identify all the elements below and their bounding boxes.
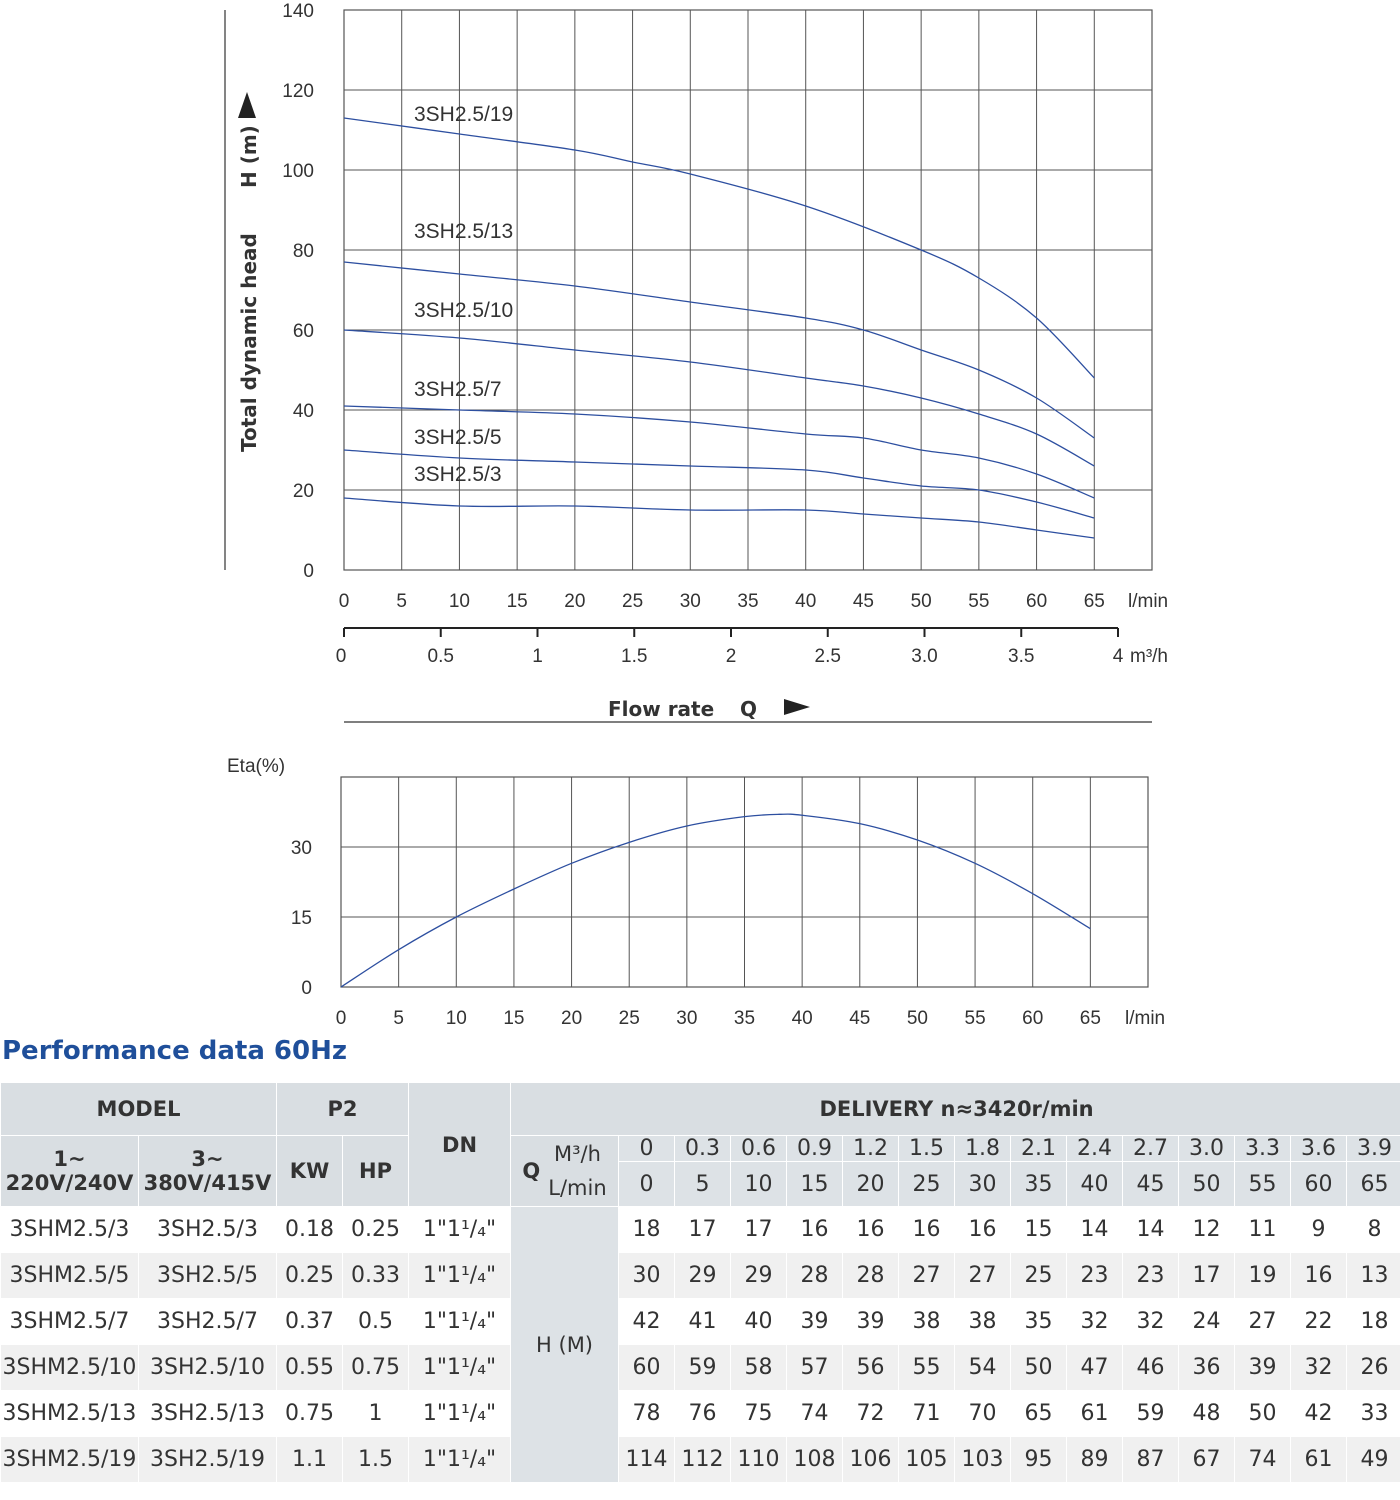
eta-curve	[341, 814, 1090, 987]
head-value: 18	[1347, 1299, 1400, 1345]
eta-x-tick-label: 60	[1022, 1008, 1044, 1029]
head-value: 72	[843, 1391, 899, 1437]
head-y-tick-label: 40	[292, 401, 314, 422]
head-value: 16	[955, 1207, 1011, 1253]
kw-cell: 1.1	[277, 1437, 343, 1483]
m3h-tick-label: 2	[725, 646, 737, 667]
head-value: 14	[1067, 1207, 1123, 1253]
head-value: 112	[675, 1437, 731, 1483]
head-value: 29	[731, 1253, 787, 1299]
m3h-value: 0.9	[787, 1136, 843, 1162]
head-x-tick-label: 5	[396, 591, 408, 612]
model-3phase-cell: 3SH2.5/19	[139, 1437, 277, 1483]
head-value: 11	[1235, 1207, 1291, 1253]
head-curve-3SH2-5-19	[344, 118, 1094, 378]
head-x-tick-label: 30	[679, 591, 701, 612]
head-value: 75	[731, 1391, 787, 1437]
head-value: 89	[1067, 1437, 1123, 1483]
head-value: 17	[1179, 1253, 1235, 1299]
head-x-tick-label: 35	[737, 591, 759, 612]
head-value: 36	[1179, 1345, 1235, 1391]
head-value: 27	[899, 1253, 955, 1299]
m3h-value: 3.9	[1347, 1136, 1400, 1162]
head-x-tick-label: 45	[852, 591, 874, 612]
head-x-tick-label: 0	[338, 591, 350, 612]
head-value: 61	[1067, 1391, 1123, 1437]
head-value: 8	[1347, 1207, 1400, 1253]
dn-cell: 1"1¹/₄"	[409, 1253, 511, 1299]
head-value: 41	[675, 1299, 731, 1345]
head-value: 58	[731, 1345, 787, 1391]
head-value: 67	[1179, 1437, 1235, 1483]
head-value: 17	[731, 1207, 787, 1253]
head-value: 57	[787, 1345, 843, 1391]
hp-cell: 0.75	[343, 1345, 409, 1391]
m3h-label: M³/h	[554, 1142, 601, 1166]
head-arrow-icon	[238, 92, 256, 118]
m3h-value: 1.2	[843, 1136, 899, 1162]
eta-x-tick-label: 25	[618, 1008, 640, 1029]
head-value: 55	[899, 1345, 955, 1391]
model-3phase-cell: 3SH2.5/13	[139, 1391, 277, 1437]
hp-cell: 1	[343, 1391, 409, 1437]
model-1phase-cell: 3SHM2.5/5	[1, 1253, 139, 1299]
head-value: 60	[619, 1345, 675, 1391]
head-value: 59	[675, 1345, 731, 1391]
lmin-value: 25	[899, 1162, 955, 1207]
kw-cell: 0.55	[277, 1345, 343, 1391]
curve-label: 3SH2.5/5	[414, 426, 502, 449]
m3h-value: 2.7	[1123, 1136, 1179, 1162]
header-row	[1, 1083, 1400, 1136]
m3h-tick-label: 1	[532, 646, 543, 667]
head-x-tick-label: 10	[448, 591, 470, 612]
head-value: 114	[619, 1437, 675, 1483]
three-phase-label: 3~	[191, 1147, 224, 1171]
x-axis-title: Flow rate	[608, 697, 715, 721]
model-3phase-cell: 3SH2.5/7	[139, 1299, 277, 1345]
m3h-value: 3.6	[1291, 1136, 1347, 1162]
head-value: 39	[1235, 1345, 1291, 1391]
section-title: Performance data 60Hz	[2, 1036, 348, 1066]
head-value: 54	[955, 1345, 1011, 1391]
head-value: 48	[1179, 1391, 1235, 1437]
head-value: 95	[1011, 1437, 1067, 1483]
dn-cell: 1"1¹/₄"	[409, 1391, 511, 1437]
head-y-tick-label: 20	[292, 481, 314, 502]
eta-x-tick-label: 65	[1079, 1008, 1101, 1029]
head-value: 23	[1067, 1253, 1123, 1299]
head-value: 16	[899, 1207, 955, 1253]
m3h-value: 0.3	[675, 1136, 731, 1162]
head-value: 42	[619, 1299, 675, 1345]
dn-header: DN	[409, 1083, 511, 1207]
head-value: 9	[1291, 1207, 1347, 1253]
head-x-tick-label: 40	[795, 591, 817, 612]
head-value: 71	[899, 1391, 955, 1437]
lmin-value: 50	[1179, 1162, 1235, 1207]
head-value: 70	[955, 1391, 1011, 1437]
eta-x-tick-label: 45	[849, 1008, 871, 1029]
head-y-tick-label: 140	[282, 1, 314, 22]
head-value: 17	[675, 1207, 731, 1253]
head-value: 14	[1123, 1207, 1179, 1253]
kw-cell: 0.25	[277, 1253, 343, 1299]
kw-header: KW	[277, 1136, 343, 1207]
eta-x-tick-label: 10	[445, 1008, 467, 1029]
eta-y-tick-label: 15	[290, 908, 312, 929]
head-x-tick-label: 60	[1026, 591, 1048, 612]
table-row	[1, 1391, 1400, 1437]
m3h-tick-label: 4	[1112, 646, 1124, 667]
m3h-tick-label: 0.5	[427, 646, 454, 667]
head-value: 110	[731, 1437, 787, 1483]
lmin-value: 35	[1011, 1162, 1067, 1207]
lmin-value: 0	[619, 1162, 675, 1207]
lmin-value: 55	[1235, 1162, 1291, 1207]
x-axis-symbol: Q	[740, 697, 758, 721]
eta-x-tick-label: 5	[393, 1008, 404, 1029]
head-x-tick-label: 15	[506, 591, 528, 612]
head-value: 32	[1123, 1299, 1179, 1345]
single-phase-voltage: 220V/240V	[5, 1171, 134, 1195]
head-value: 24	[1179, 1299, 1235, 1345]
q-label: Q	[522, 1159, 541, 1183]
kw-cell: 0.75	[277, 1391, 343, 1437]
hp-cell: 0.5	[343, 1299, 409, 1345]
lmin-value: 45	[1123, 1162, 1179, 1207]
model-1phase-cell: 3SHM2.5/7	[1, 1299, 139, 1345]
head-curve-3SH2-5-3	[344, 498, 1094, 538]
head-x-tick-label: 65	[1083, 591, 1105, 612]
head-y-tick-label: 80	[292, 241, 314, 262]
m3h-tick-label: 1.5	[621, 646, 648, 667]
head-value: 13	[1347, 1253, 1400, 1299]
m3h-tick-label: 0	[335, 646, 347, 667]
head-value: 61	[1291, 1437, 1347, 1483]
dn-cell: 1"1¹/₄"	[409, 1207, 511, 1253]
table-row	[1, 1345, 1400, 1391]
single-phase-header	[1, 1136, 139, 1207]
head-value: 46	[1123, 1345, 1179, 1391]
head-value: 22	[1291, 1299, 1347, 1345]
head-value: 40	[731, 1299, 787, 1345]
m3h-value: 0.6	[731, 1136, 787, 1162]
head-value: 74	[787, 1391, 843, 1437]
table-row	[1, 1299, 1400, 1345]
curve-label: 3SH2.5/3	[414, 463, 502, 486]
model-3phase-cell: 3SH2.5/10	[139, 1345, 277, 1391]
model-1phase-cell: 3SHM2.5/13	[1, 1391, 139, 1437]
flow-arrow-icon	[784, 699, 810, 715]
head-value: 28	[843, 1253, 899, 1299]
lmin-value: 30	[955, 1162, 1011, 1207]
hp-header: HP	[343, 1136, 409, 1207]
y-axis-title: Total dynamic head	[237, 233, 261, 452]
head-value: 78	[619, 1391, 675, 1437]
m3h-value: 2.1	[1011, 1136, 1067, 1162]
head-value: 35	[1011, 1299, 1067, 1345]
eta-x-tick-label: 50	[906, 1008, 928, 1029]
head-x-tick-label: 50	[910, 591, 932, 612]
head-value: 59	[1123, 1391, 1179, 1437]
lmin-value: 5	[675, 1162, 731, 1207]
three-phase-voltage: 380V/415V	[143, 1171, 272, 1195]
head-value: 19	[1235, 1253, 1291, 1299]
head-value: 16	[787, 1207, 843, 1253]
kw-cell: 0.18	[277, 1207, 343, 1253]
hp-cell: 0.25	[343, 1207, 409, 1253]
head-value: 50	[1235, 1391, 1291, 1437]
table-row	[1, 1207, 1400, 1253]
model-3phase-cell: 3SH2.5/3	[139, 1207, 277, 1253]
head-x-unit-label: l/min	[1128, 591, 1169, 612]
head-value: 47	[1067, 1345, 1123, 1391]
head-value: 105	[899, 1437, 955, 1483]
head-value: 39	[787, 1299, 843, 1345]
eta-x-unit-label: l/min	[1125, 1008, 1166, 1029]
dn-cell: 1"1¹/₄"	[409, 1437, 511, 1483]
head-x-tick-label: 20	[564, 591, 586, 612]
head-value: 12	[1179, 1207, 1235, 1253]
eta-x-tick-label: 15	[503, 1008, 525, 1029]
head-curve-3SH2-5-13	[344, 262, 1094, 438]
dn-cell: 1"1¹/₄"	[409, 1345, 511, 1391]
lmin-label: L/min	[548, 1176, 607, 1200]
head-value: 38	[955, 1299, 1011, 1345]
head-value: 16	[843, 1207, 899, 1253]
eta-y-axis-title: Eta(%)	[227, 756, 286, 777]
eta-y-tick-label: 30	[290, 838, 312, 859]
head-value: 18	[619, 1207, 675, 1253]
curve-label: 3SH2.5/7	[414, 378, 502, 401]
h-label-cell: H (M)	[511, 1207, 619, 1483]
head-value: 74	[1235, 1437, 1291, 1483]
head-value: 106	[843, 1437, 899, 1483]
eta-x-tick-label: 40	[791, 1008, 813, 1029]
m3h-tick-label: 2.5	[814, 646, 841, 667]
three-phase-header	[139, 1136, 277, 1207]
hp-cell: 1.5	[343, 1437, 409, 1483]
head-value: 15	[1011, 1207, 1067, 1253]
m3h-value: 1.5	[899, 1136, 955, 1162]
single-phase-label: 1~	[53, 1147, 86, 1171]
table-row	[1, 1253, 1400, 1299]
m3h-value: 2.4	[1067, 1136, 1123, 1162]
model-3phase-cell: 3SH2.5/5	[139, 1253, 277, 1299]
head-y-tick-label: 100	[282, 161, 314, 182]
curve-label: 3SH2.5/10	[414, 299, 514, 322]
eta-x-tick-label: 20	[561, 1008, 583, 1029]
head-value: 39	[843, 1299, 899, 1345]
hp-cell: 0.33	[343, 1253, 409, 1299]
y-axis-unit: H (m)	[237, 125, 261, 188]
m3h-value: 3.0	[1179, 1136, 1235, 1162]
curve-label: 3SH2.5/13	[414, 220, 514, 243]
head-value: 108	[787, 1437, 843, 1483]
head-value: 38	[899, 1299, 955, 1345]
eta-y-tick-label: 0	[301, 978, 312, 999]
lmin-value: 15	[787, 1162, 843, 1207]
m3h-value: 0	[619, 1136, 675, 1162]
kw-cell: 0.37	[277, 1299, 343, 1345]
curve-label: 3SH2.5/19	[414, 103, 514, 126]
model-1phase-cell: 3SHM2.5/3	[1, 1207, 139, 1253]
head-x-tick-label: 55	[968, 591, 990, 612]
head-value: 33	[1347, 1391, 1400, 1437]
lmin-value: 10	[731, 1162, 787, 1207]
table-row	[1, 1437, 1400, 1483]
head-y-tick-label: 0	[303, 561, 314, 582]
head-value: 42	[1291, 1391, 1347, 1437]
head-value: 56	[843, 1345, 899, 1391]
head-value: 30	[619, 1253, 675, 1299]
head-value: 87	[1123, 1437, 1179, 1483]
head-value: 103	[955, 1437, 1011, 1483]
model-header: MODEL	[1, 1083, 277, 1136]
head-value: 50	[1011, 1345, 1067, 1391]
eta-x-tick-label: 55	[964, 1008, 986, 1029]
head-value: 27	[1235, 1299, 1291, 1345]
head-value: 76	[675, 1391, 731, 1437]
head-y-tick-label: 60	[292, 321, 314, 342]
head-value: 65	[1011, 1391, 1067, 1437]
lmin-value: 20	[843, 1162, 899, 1207]
delivery-header: DELIVERY n≈3420r/min	[511, 1083, 1400, 1136]
q-header	[511, 1136, 619, 1207]
eta-x-tick-label: 35	[733, 1008, 756, 1029]
m3h-value: 3.3	[1235, 1136, 1291, 1162]
head-value: 32	[1291, 1345, 1347, 1391]
dn-cell: 1"1¹/₄"	[409, 1299, 511, 1345]
head-x-tick-label: 25	[622, 591, 644, 612]
head-value: 27	[955, 1253, 1011, 1299]
performance-table	[0, 1082, 1400, 1483]
head-value: 28	[787, 1253, 843, 1299]
p2-header: P2	[277, 1083, 409, 1136]
eta-x-tick-label: 0	[335, 1008, 347, 1029]
lmin-value: 65	[1347, 1162, 1400, 1207]
eta-x-tick-label: 30	[676, 1008, 698, 1029]
head-value: 29	[675, 1253, 731, 1299]
head-value: 25	[1011, 1253, 1067, 1299]
m3h-value: 1.8	[955, 1136, 1011, 1162]
head-value: 32	[1067, 1299, 1123, 1345]
m3h-tick-label: 3.5	[1008, 646, 1035, 667]
head-value: 16	[1291, 1253, 1347, 1299]
lmin-value: 60	[1291, 1162, 1347, 1207]
model-1phase-cell: 3SHM2.5/19	[1, 1437, 139, 1483]
head-y-tick-label: 120	[282, 81, 314, 102]
head-value: 26	[1347, 1345, 1400, 1391]
model-1phase-cell: 3SHM2.5/10	[1, 1345, 139, 1391]
m3h-unit-label: m³/h	[1130, 646, 1168, 667]
head-value: 23	[1123, 1253, 1179, 1299]
lmin-value: 40	[1067, 1162, 1123, 1207]
m3h-tick-label: 3.0	[911, 646, 938, 667]
header-row	[1, 1136, 1400, 1162]
head-value: 49	[1347, 1437, 1400, 1483]
